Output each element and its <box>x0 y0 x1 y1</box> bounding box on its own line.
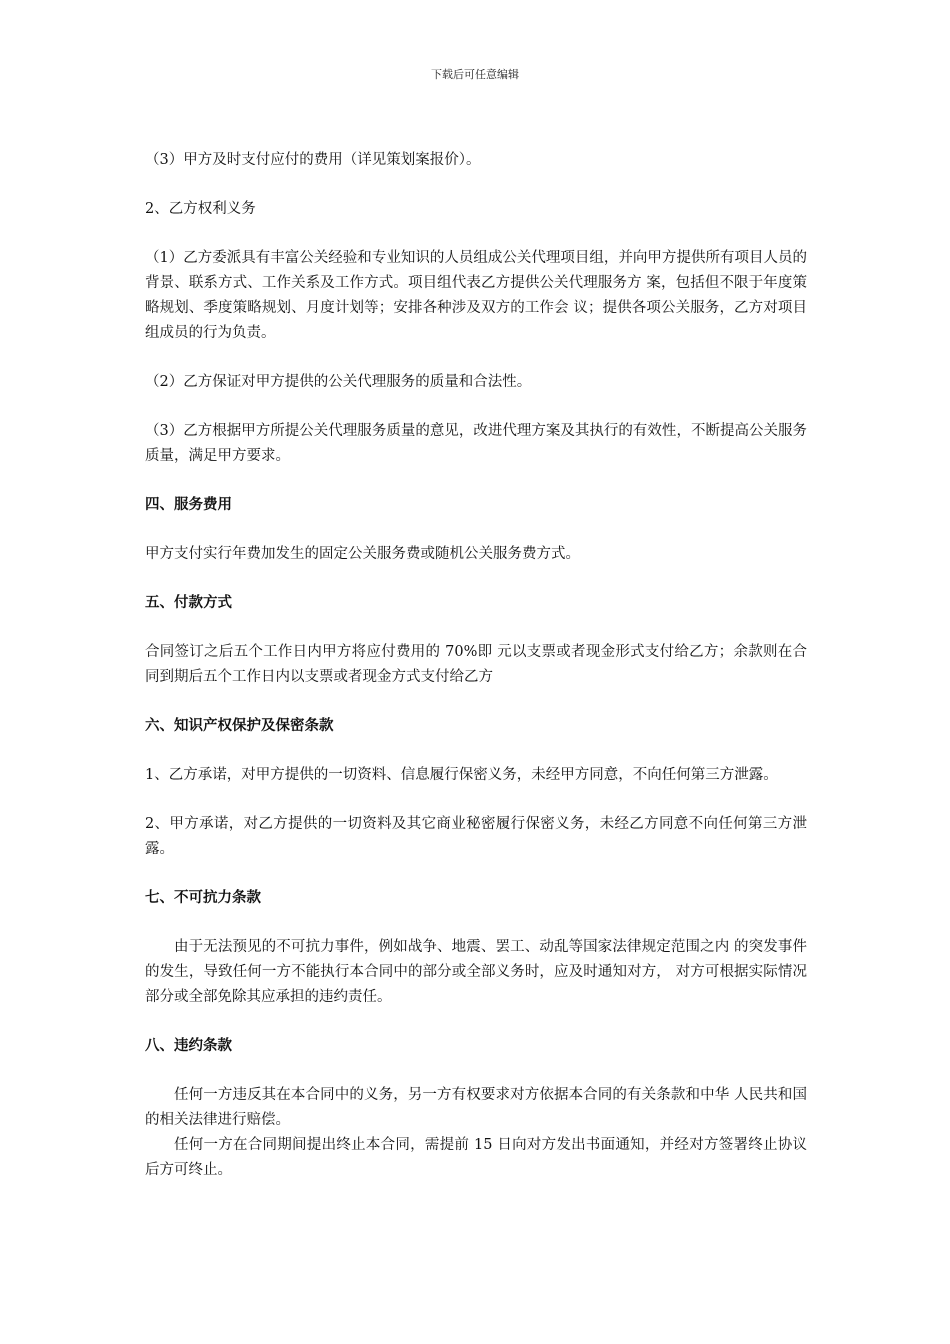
paragraph-party-b-confidentiality: 1、乙方承诺，对甲方提供的一切资料、信息履行保密义务，未经甲方同意，不向任何第三方泄露。 <box>145 767 778 783</box>
section-heading-ip-confidentiality: 六、知识产权保护及保密条款 <box>145 718 334 734</box>
document-body <box>145 148 807 1183</box>
page-header: 下载后可任意编辑 <box>431 68 519 81</box>
paragraph-force-majeure: 由于无法预见的不可抗力事件，例如战争、地震、罢工、动乱等国家法律规定范围之内 的突发事件的发生，导致任何一方不能执行本合同中的部分或全部义务时，应及时通知对方， 对方可根据实际情况部分或全部免除其应承担的违约责任。 <box>145 939 807 1005</box>
subheading-party-b-rights: 2、乙方权利义务 <box>145 201 256 217</box>
section-heading-payment-method: 五、付款方式 <box>145 595 232 611</box>
paragraph-early-termination: 任何一方在合同期间提出终止本合同，需提前 15 日向对方发出书面通知，并经对方签署终止协议后方可终止。 <box>145 1137 807 1178</box>
paragraph-party-b-improve: （3）乙方根据甲方所提公关代理服务质量的意见，改进代理方案及其执行的有效性，不断提高公关服务质量，满足甲方要求。 <box>145 423 807 464</box>
paragraph-party-a-confidentiality: 2、甲方承诺，对乙方提供的一切资料及其它商业秘密履行保密义务，未经乙方同意不向任何第三方泄露。 <box>145 816 807 857</box>
paragraph-payment-method: 合同签订之后五个工作日内甲方将应付费用的 70%即 元以支票或者现金形式支付给乙方；余款则在合同到期后五个工作日内以支票或者现金方式支付给乙方 <box>145 644 807 685</box>
paragraph-party-b-team: （1）乙方委派具有丰富公关经验和专业知识的人员组成公关代理项目组，并向甲方提供所有项目人员的背景、联系方式、工作关系及工作方式。项目组代表乙方提供公关代理服务方 案，包括但不限于年度策略规划、季度策略规划、月度计划等；安排各种涉及双方的工作会 议；提供各项公关服务，乙方对项目组成员的行为负责。 <box>145 250 807 341</box>
paragraph-party-a-payment: （3）甲方及时支付应付的费用（详见策划案报价）。 <box>145 152 481 168</box>
section-heading-breach: 八、违约条款 <box>145 1038 232 1054</box>
paragraph-party-b-quality: （2）乙方保证对甲方提供的公关代理服务的质量和合法性。 <box>145 374 532 390</box>
section-heading-force-majeure: 七、不可抗力条款 <box>145 890 261 906</box>
paragraph-breach-compensation: 任何一方违反其在本合同中的义务，另一方有权要求对方依据本合同的有关条款和中华 人民共和国的相关法律进行赔偿。 <box>145 1087 807 1128</box>
section-heading-service-fees: 四、服务费用 <box>145 497 232 513</box>
paragraph-service-fees: 甲方支付实行年费加发生的固定公关服务费或随机公关服务费方式。 <box>145 546 580 562</box>
